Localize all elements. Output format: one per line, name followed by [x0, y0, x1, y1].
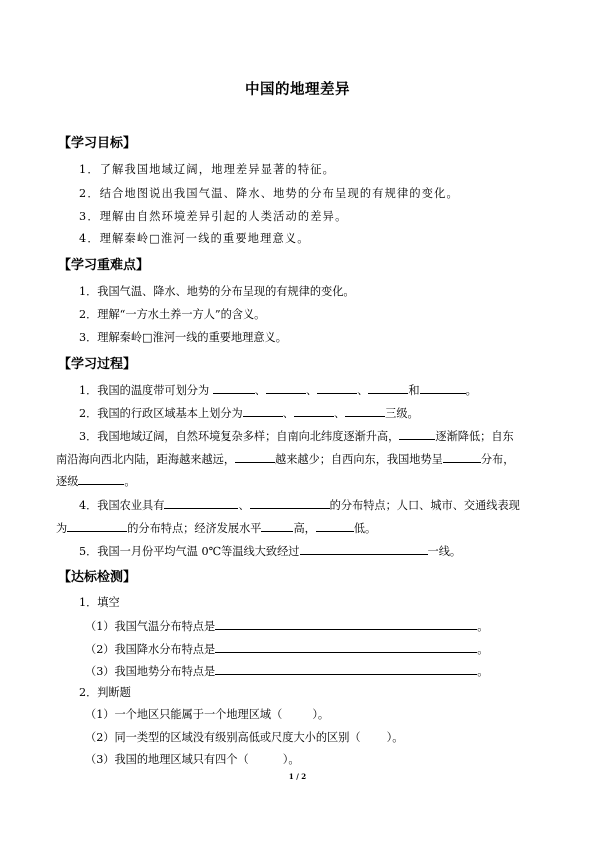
judge-item	[85, 731, 403, 745]
fill-blank-2[interactable]	[215, 641, 477, 653]
q3-text: 3．我国地域辽阔，自然环境复杂多样；自南向北纬度逐渐升高，	[79, 430, 400, 443]
q2-blank-2[interactable]	[294, 405, 334, 417]
fill-title: 1．填空	[79, 596, 120, 609]
process-q1	[79, 382, 477, 398]
q4-text: 的分布特点；人口、城市、交通线表现	[329, 499, 520, 512]
q1-blank-1[interactable]	[213, 382, 255, 394]
process-q2	[79, 405, 419, 421]
q5-blank[interactable]	[300, 543, 428, 555]
q3-blank-2[interactable]	[235, 451, 275, 463]
q4-blank-4[interactable]	[261, 520, 293, 532]
q4-text: 为	[56, 522, 68, 535]
goal-item: 1．了解我国地域辽阔，地理差异显著的特征。	[79, 163, 336, 176]
q3-text: 逐级	[56, 475, 79, 488]
q1-blank-5[interactable]	[420, 382, 466, 394]
q3-blank-3[interactable]	[443, 451, 481, 463]
q2-blank-1[interactable]	[243, 405, 283, 417]
fill-item-text: （3）我国地势分布特点是	[85, 665, 216, 678]
process-q3-line1	[79, 428, 514, 444]
q2-text: 2．我国的行政区域基本上划分为	[79, 407, 243, 420]
q1-end: 。	[465, 384, 477, 397]
q5-text: 一线。	[427, 545, 462, 558]
fill-item	[85, 663, 488, 679]
judge-item-text: （2）同一类型的区域没有级别高低或尺度大小的区别（	[85, 731, 361, 744]
q1-sep: 、	[305, 384, 318, 397]
process-q3-line3	[56, 473, 136, 489]
fill-item	[85, 618, 488, 634]
q4-text: 高，	[293, 522, 316, 535]
q4-blank-5[interactable]	[316, 520, 354, 532]
goal-item: 3．理解由自然环境差异引起的人类活动的差异。	[79, 210, 348, 223]
fill-end: 。	[477, 665, 489, 678]
q3-text: 逐渐降低；自东	[435, 430, 514, 443]
judge-item-end: ）。	[282, 753, 300, 766]
q4-blank-3[interactable]	[67, 520, 127, 532]
q2-sep: 、	[282, 407, 294, 420]
process-q3-line2	[56, 451, 514, 467]
key-point-item: 1．我国气温、降水、地势的分布呈现的有规律的变化。	[79, 285, 355, 298]
q2-end: 三级。	[385, 407, 419, 420]
q1-blank-3[interactable]	[317, 382, 357, 394]
q1-blank-2[interactable]	[266, 382, 306, 394]
q4-blank-2[interactable]	[250, 497, 330, 509]
fill-item-text: （2）我国降水分布特点是	[85, 643, 216, 656]
process-heading: 【学习过程】	[58, 357, 137, 372]
q2-sep: 、	[333, 407, 346, 420]
fill-item-text: （1）我国气温分布特点是	[85, 620, 216, 633]
process-q5	[79, 543, 461, 559]
q1-sep: 、	[254, 384, 266, 397]
process-q4-line1	[79, 497, 520, 513]
key-points-heading: 【学习重难点】	[58, 258, 150, 273]
q1-sep: 、	[357, 384, 369, 397]
q4-blank-1[interactable]	[164, 497, 238, 509]
check-heading: 【达标检测】	[58, 570, 137, 585]
q3-text: 。	[124, 475, 136, 488]
page-number: 1 / 2	[288, 772, 307, 781]
q4-text: 的分布特点；经济发展水平	[127, 522, 262, 535]
page-title: 中国的地理差异	[245, 82, 350, 98]
goals-heading: 【学习目标】	[58, 136, 137, 151]
q4-text: 、	[238, 499, 250, 512]
q3-blank-4[interactable]	[78, 473, 124, 485]
q3-text: 越来越少；自西向东，我国地势呈	[275, 453, 443, 466]
q5-text: 5．我国一月份平均气温 0℃等温线大致经过	[79, 545, 300, 558]
fill-blank-1[interactable]	[215, 618, 477, 630]
judge-title: 2．判断题	[79, 686, 131, 699]
q4-text: 4．我国农业具有	[79, 499, 165, 512]
goal-item: 2．结合地图说出我国气温、降水、地势的分布呈现的有规律的变化。	[79, 187, 459, 200]
q4-text: 低。	[353, 522, 377, 535]
q1-blank-4[interactable]	[368, 382, 408, 394]
fill-end: 。	[477, 620, 489, 633]
judge-item-end: ）。	[312, 708, 330, 721]
fill-end: 。	[477, 643, 489, 656]
fill-blank-3[interactable]	[215, 663, 477, 675]
judge-item	[85, 753, 300, 767]
q1-text: 1．我国的温度带可划分为	[79, 384, 213, 397]
goal-item: 4．理解秦岭□淮河一线的重要地理意义。	[79, 232, 310, 245]
judge-item	[85, 708, 329, 722]
q3-text: 南沿海向西北内陆，距海越来越远，	[56, 453, 236, 466]
judge-item-text: （3）我国的地理区域只有四个（	[85, 753, 249, 766]
fill-item	[85, 641, 488, 657]
judge-item-text: （1）一个地区只能属于一个地理区域（	[85, 708, 283, 721]
key-point-item: 2．理解“一方水土养一方人”的含义。	[79, 308, 266, 321]
q1-and: 和	[408, 384, 420, 397]
q2-blank-3[interactable]	[345, 405, 385, 417]
q3-text: 分布，	[480, 453, 515, 466]
process-q4-line2	[56, 520, 376, 536]
q3-blank-1[interactable]	[399, 428, 435, 440]
key-point-item: 3．理解秦岭□淮河一线的重要地理意义。	[79, 331, 287, 344]
judge-item-end: ）。	[386, 731, 404, 744]
